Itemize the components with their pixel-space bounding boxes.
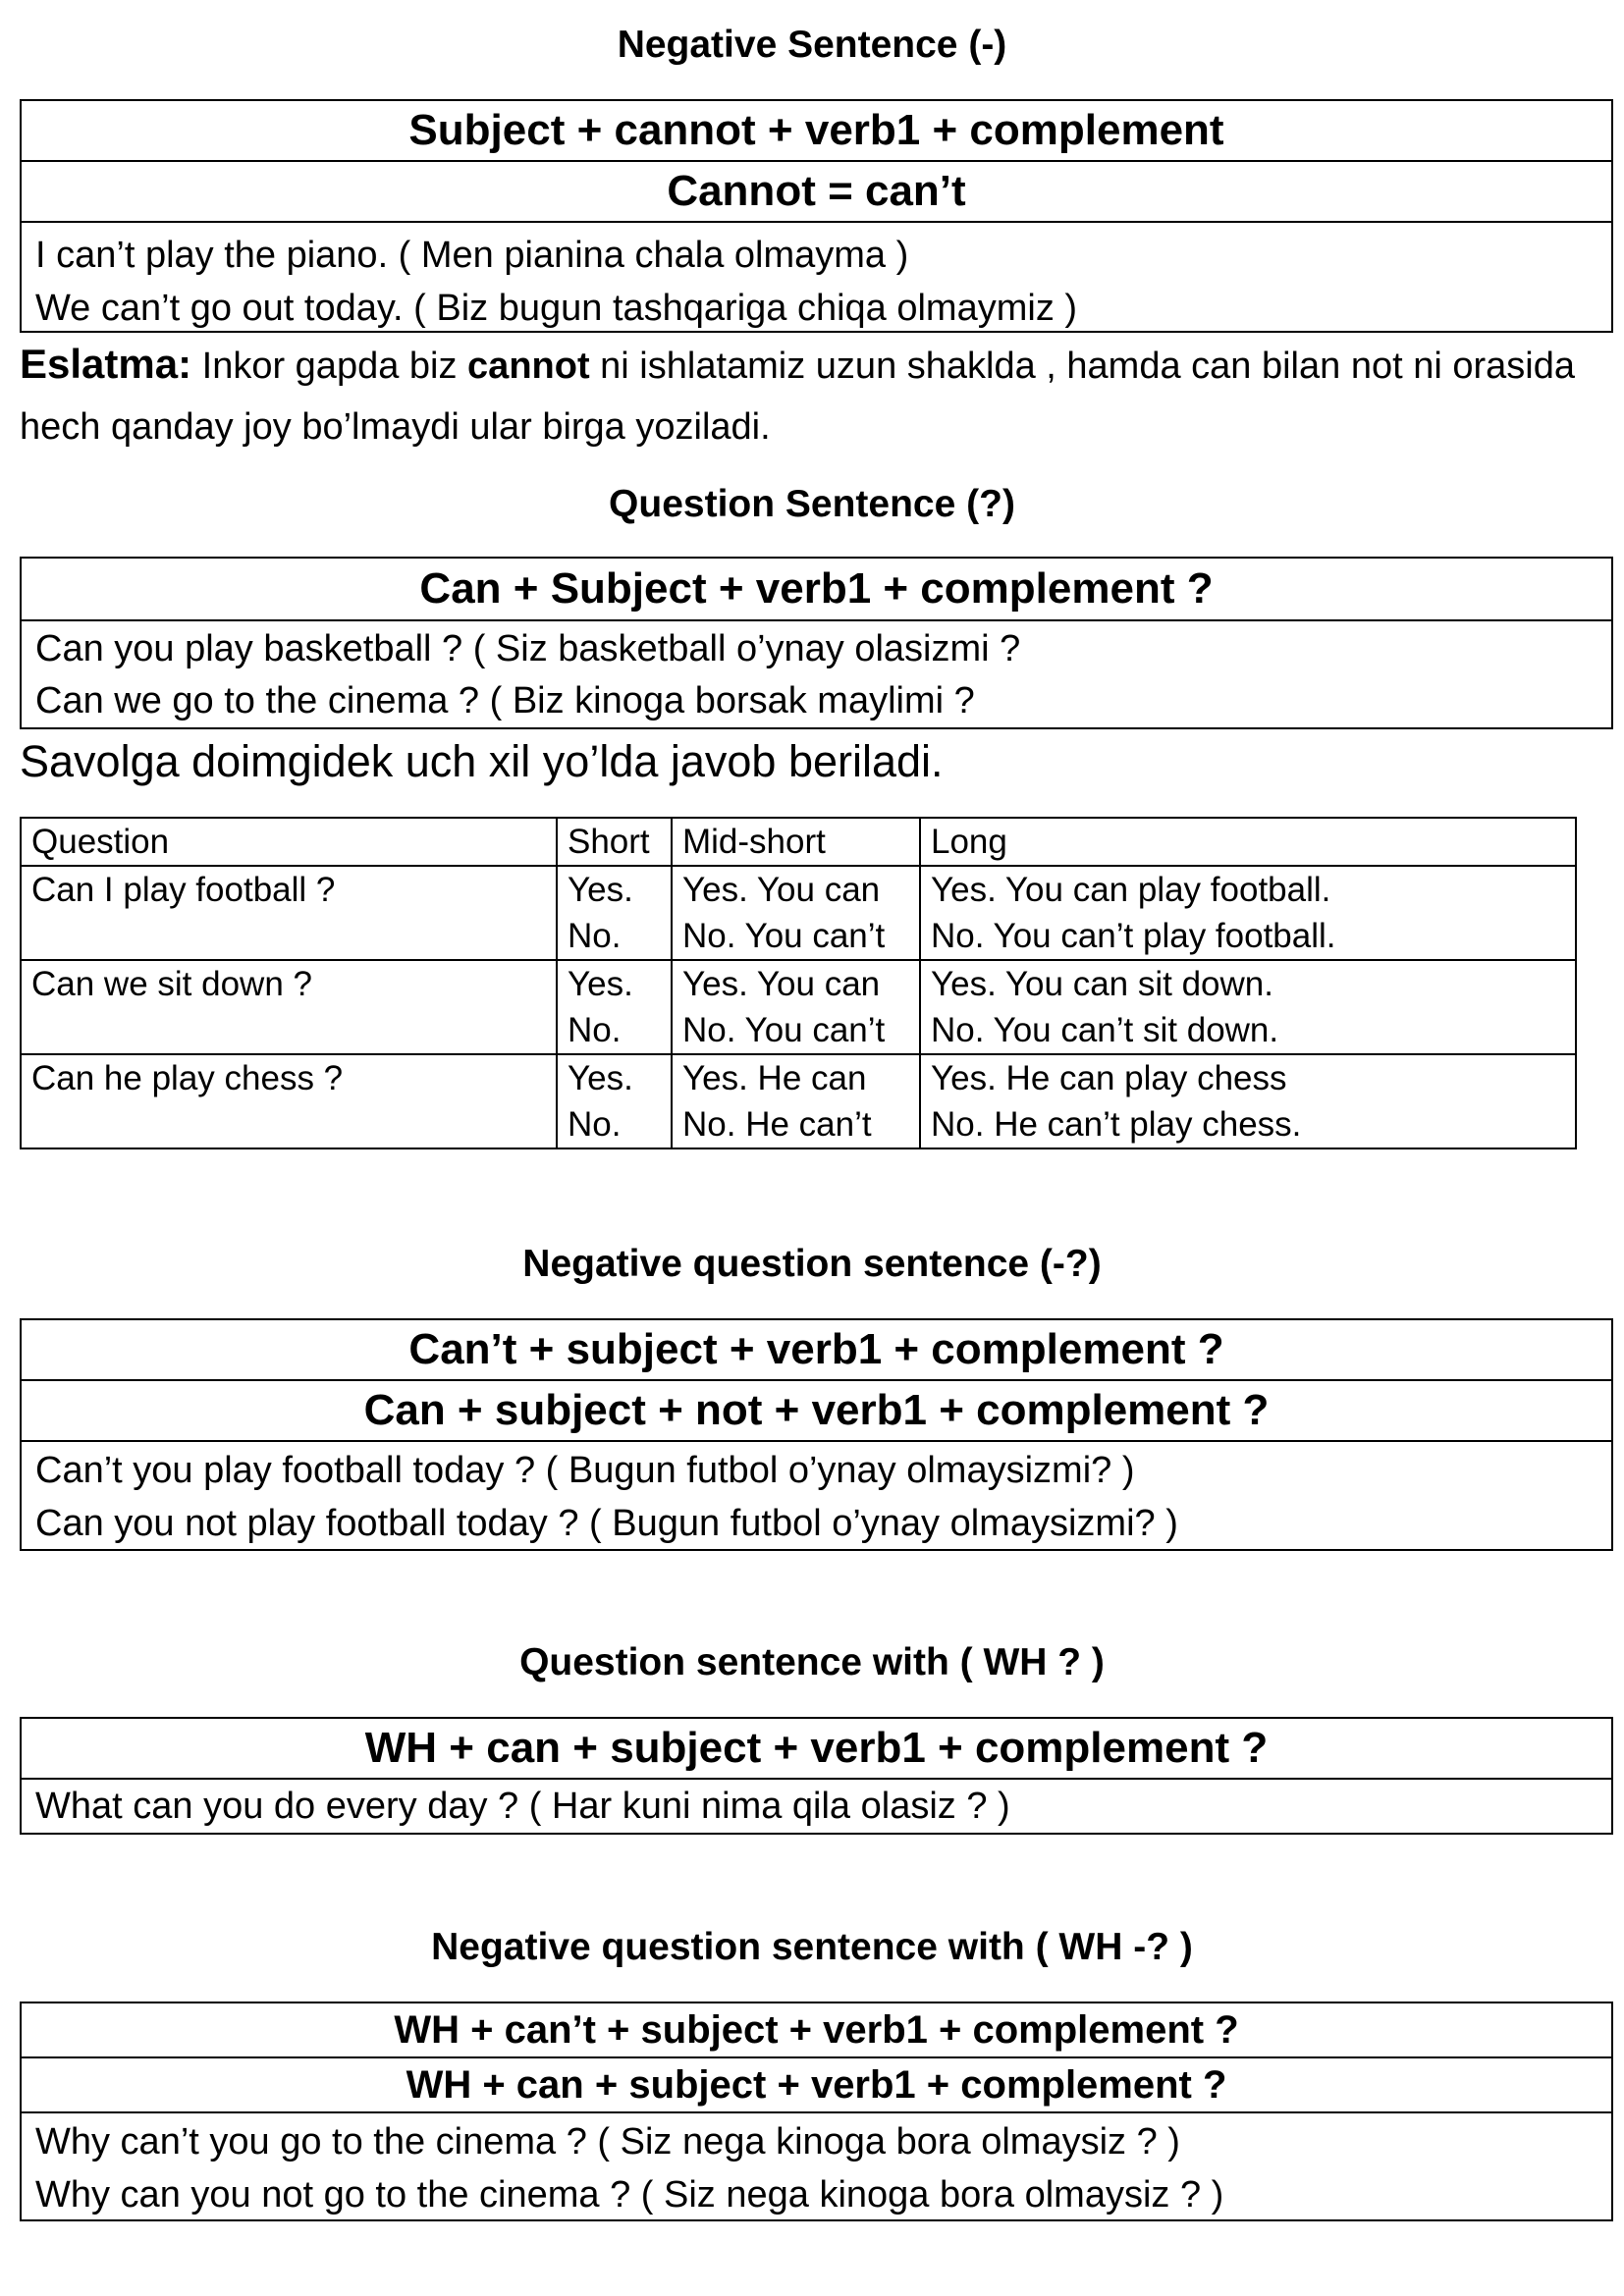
wh-question-formula: WH + can + subject + verb1 + complement ? bbox=[22, 1719, 1611, 1780]
row-short bbox=[557, 1054, 672, 1148]
neg-question-example-2: Can you not play football today ? ( Bugun futbol o’ynay olmaysizmi? ) bbox=[35, 1503, 1178, 1544]
neg-question-example-1: Can’t you play football today ? ( Bugun futbol o’ynay olmaysizmi? ) bbox=[35, 1450, 1135, 1491]
short-yes: Yes. bbox=[568, 1059, 633, 1097]
long-yes: Yes. You can sit down. bbox=[931, 965, 1273, 1003]
note-paragraph bbox=[20, 334, 1610, 457]
row-mid-short bbox=[672, 866, 920, 960]
header-short: Short bbox=[557, 818, 672, 866]
short-no: No. bbox=[568, 1105, 622, 1144]
long-yes: Yes. You can play football. bbox=[931, 871, 1331, 909]
note-text-after: ni ishlatamiz uzun shaklda , hamda can bilan not ni orasida hech qanday joy bo’lmaydi ular birga yoziladi. bbox=[20, 346, 1575, 448]
question-formula: Can + Subject + verb1 + complement ? bbox=[22, 559, 1611, 621]
wh-neg-question-example-2: Why can you not go to the cinema ? ( Siz nega kinoga bora olmaysiz ? ) bbox=[35, 2174, 1224, 2216]
row-short bbox=[557, 960, 672, 1054]
question-example-2: Can we go to the cinema ? ( Biz kinoga borsak maylimi ? bbox=[35, 680, 975, 721]
negative-example-2: We can’t go out today. ( Biz bugun tashqariga chiqa olmaymiz ) bbox=[35, 288, 1078, 329]
row-question: Can we sit down ? bbox=[21, 960, 557, 1054]
header-question: Question bbox=[21, 818, 557, 866]
question-example-1: Can you play basketball ? ( Siz basketball o’ynay olasizmi ? bbox=[35, 628, 1021, 669]
wh-question-examples bbox=[22, 1780, 1611, 1833]
row-mid-short bbox=[672, 1054, 920, 1148]
wh-neg-question-example-1: Why can’t you go to the cinema ? ( Siz nega kinoga bora olmaysiz ? ) bbox=[35, 2121, 1180, 2163]
answers-header-row bbox=[21, 818, 1576, 866]
short-no: No. bbox=[568, 1011, 622, 1049]
wh-neg-question-heading: Negative question sentence with ( WH -? ) bbox=[431, 1926, 1193, 1968]
row-long bbox=[920, 866, 1576, 960]
row-question: Can I play football ? bbox=[21, 866, 557, 960]
mid-no: No. He can’t bbox=[682, 1105, 872, 1144]
short-yes: Yes. bbox=[568, 965, 633, 1003]
negative-formula-contraction: Cannot = can’t bbox=[22, 162, 1611, 223]
row-short bbox=[557, 866, 672, 960]
answers-intro: Savolga doimgidek uch xil yo’lda javob beriladi. bbox=[20, 736, 944, 786]
long-no: No. You can’t play football. bbox=[931, 917, 1336, 955]
question-examples bbox=[22, 621, 1611, 727]
long-no: No. You can’t sit down. bbox=[931, 1011, 1279, 1049]
mid-yes: Yes. You can bbox=[682, 871, 881, 909]
row-question: Can he play chess ? bbox=[21, 1054, 557, 1148]
question-formula-box bbox=[20, 557, 1613, 729]
table-row bbox=[21, 1054, 1576, 1148]
row-long bbox=[920, 960, 1576, 1054]
negative-examples bbox=[22, 223, 1611, 335]
note-text-before: Inkor gapda biz bbox=[191, 346, 468, 387]
neg-question-formula: Can’t + subject + verb1 + complement ? bbox=[22, 1320, 1611, 1381]
wh-neg-question-examples bbox=[22, 2113, 1611, 2221]
neg-question-formula-alt: Can + subject + not + verb1 + complement ? bbox=[22, 1381, 1611, 1442]
mid-yes: Yes. He can bbox=[682, 1059, 867, 1097]
note-bold-word: cannot bbox=[467, 346, 590, 387]
wh-question-example-1: What can you do every day ? ( Har kuni nima qila olasiz ? ) bbox=[35, 1786, 1010, 1827]
table-row bbox=[21, 960, 1576, 1054]
mid-no: No. You can’t bbox=[682, 1011, 886, 1049]
neg-question-formula-box bbox=[20, 1318, 1613, 1551]
header-long: Long bbox=[920, 818, 1576, 866]
negative-formula: Subject + cannot + verb1 + complement bbox=[22, 101, 1611, 162]
mid-yes: Yes. You can bbox=[682, 965, 881, 1003]
wh-question-formula-box bbox=[20, 1717, 1613, 1835]
wh-neg-question-formula-alt: WH + can + subject + verb1 + complement ? bbox=[22, 2058, 1611, 2113]
answers-table bbox=[20, 817, 1577, 1149]
negative-heading: Negative Sentence (-) bbox=[617, 24, 1007, 66]
negative-example-1: I can’t play the piano. ( Men pianina chala olmayma ) bbox=[35, 235, 909, 276]
long-yes: Yes. He can play chess bbox=[931, 1059, 1287, 1097]
question-heading: Question Sentence (?) bbox=[609, 483, 1015, 525]
long-no: No. He can’t play chess. bbox=[931, 1105, 1302, 1144]
row-long bbox=[920, 1054, 1576, 1148]
negative-formula-box bbox=[20, 99, 1613, 333]
note-label: Eslatma: bbox=[20, 341, 192, 387]
short-no: No. bbox=[568, 917, 622, 955]
wh-neg-question-formula-box bbox=[20, 2002, 1613, 2221]
neg-question-heading: Negative question sentence (-?) bbox=[522, 1243, 1102, 1285]
short-yes: Yes. bbox=[568, 871, 633, 909]
neg-question-examples bbox=[22, 1442, 1611, 1550]
header-mid-short: Mid-short bbox=[672, 818, 920, 866]
wh-question-heading: Question sentence with ( WH ? ) bbox=[519, 1641, 1105, 1683]
wh-neg-question-formula: WH + can’t + subject + verb1 + complement ? bbox=[22, 2003, 1611, 2058]
mid-no: No. You can’t bbox=[682, 917, 886, 955]
row-mid-short bbox=[672, 960, 920, 1054]
table-row bbox=[21, 866, 1576, 960]
